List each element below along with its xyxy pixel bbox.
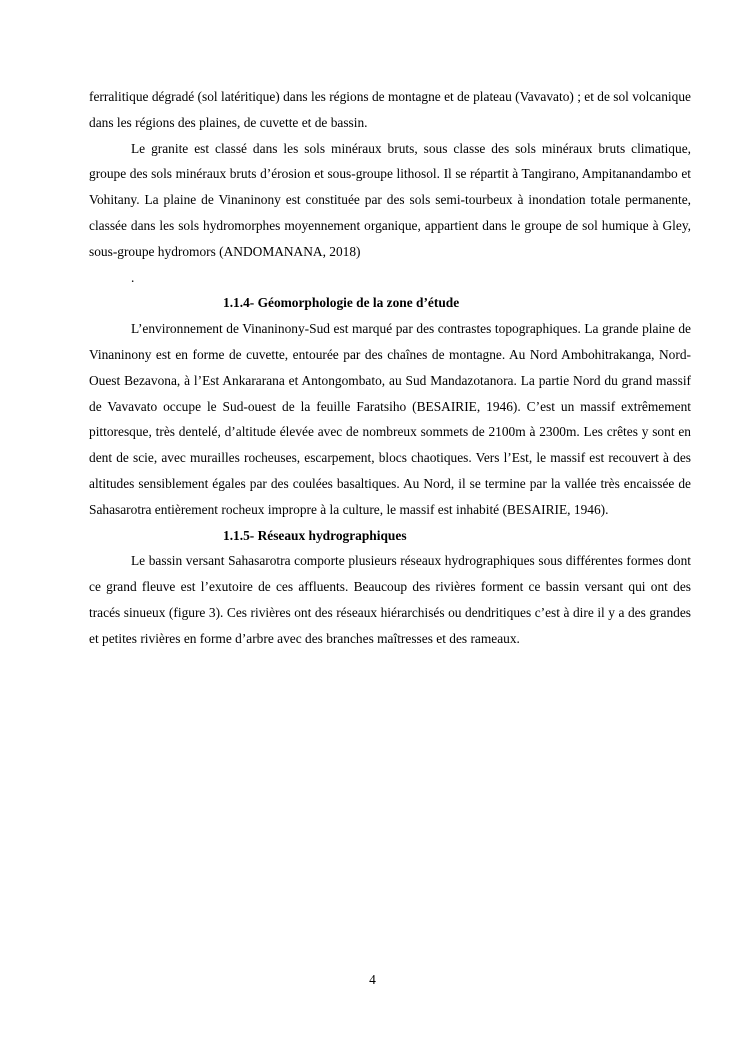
paragraph-geomorphology: L’environnement de Vinaninony-Sud est marqué par des contrastes topographiques. La grande plaine de Vinaninony est en forme de cuvette, entourée par des chaînes de montagne. Au Nord Ambohitrakanga, Nord-Ouest Bezavona, à l’Est Ankararana et Antongombato, au Sud Mandazotanora. La partie Nord du grand massif de Vavavato occupe le Sud-ouest de la feuille Faratsiho (BESAIRIE, 1946). C’est un massif extrêmement pittoresque, très dentelé, d’altitude élevée avec de nombreux sommets de 2100m à 2300m. Les crêtes y sont en dent de scie, avec murailles rocheuses, escarpement, blocs chaotiques. Vers l’Est, le massif est recouvert à des altitudes sensiblement égales par des coulées basaltiques. Au Nord, il se termine par la vallée très encaissée de Sahasarotra entièrement rocheux impropre à la culture, le massif est inhabité (BESAIRIE, 1946).: [89, 321, 691, 517]
section-heading-geomorphology: 1.1.4- Géomorphologie de la zone d’étude: [223, 295, 460, 311]
stray-dot: .: [131, 269, 135, 285]
document-body: [89, 84, 691, 652]
page-number: 4: [369, 972, 376, 987]
paragraph-soil-types: ferralitique dégradé (sol latéritique) dans les régions de montagne et de plateau (Vavavato) ; et de sol volcanique dans les régions des plaines, de cuvette et de bassin.: [89, 89, 691, 130]
paragraph-hydrography: Le bassin versant Sahasarotra comporte plusieurs réseaux hydrographiques sous différentes formes dont ce grand fleuve est l’exutoire de ces affluents. Beaucoup des rivières forment ce bassin versant qui ont des tracés sinueux (figure 3). Ces rivières ont des réseaux hiérarchisés ou dendritiques c’est à dire il y a des grandes et petites rivières en forme d’arbre avec des branches maîtresses et des rameaux.: [89, 553, 691, 646]
paragraph-granite-classification: Le granite est classé dans les sols minéraux bruts, sous classe des sols minéraux bruts climatique, groupe des sols minéraux bruts d’érosion et sous-groupe lithosol. Il se répartit à Tangirano, Ampitanandambo et Vohitany. La plaine de Vinaninony est constituée par des sols semi-tourbeux à inondation totale permanente, classée dans les sols hydromorphes moyennement organique, appartient dans le groupe de sol humique à Gley, sous-groupe hydromors (ANDOMANANA, 2018): [89, 140, 691, 259]
section-heading-hydrography: 1.1.5- Réseaux hydrographiques: [223, 527, 407, 543]
